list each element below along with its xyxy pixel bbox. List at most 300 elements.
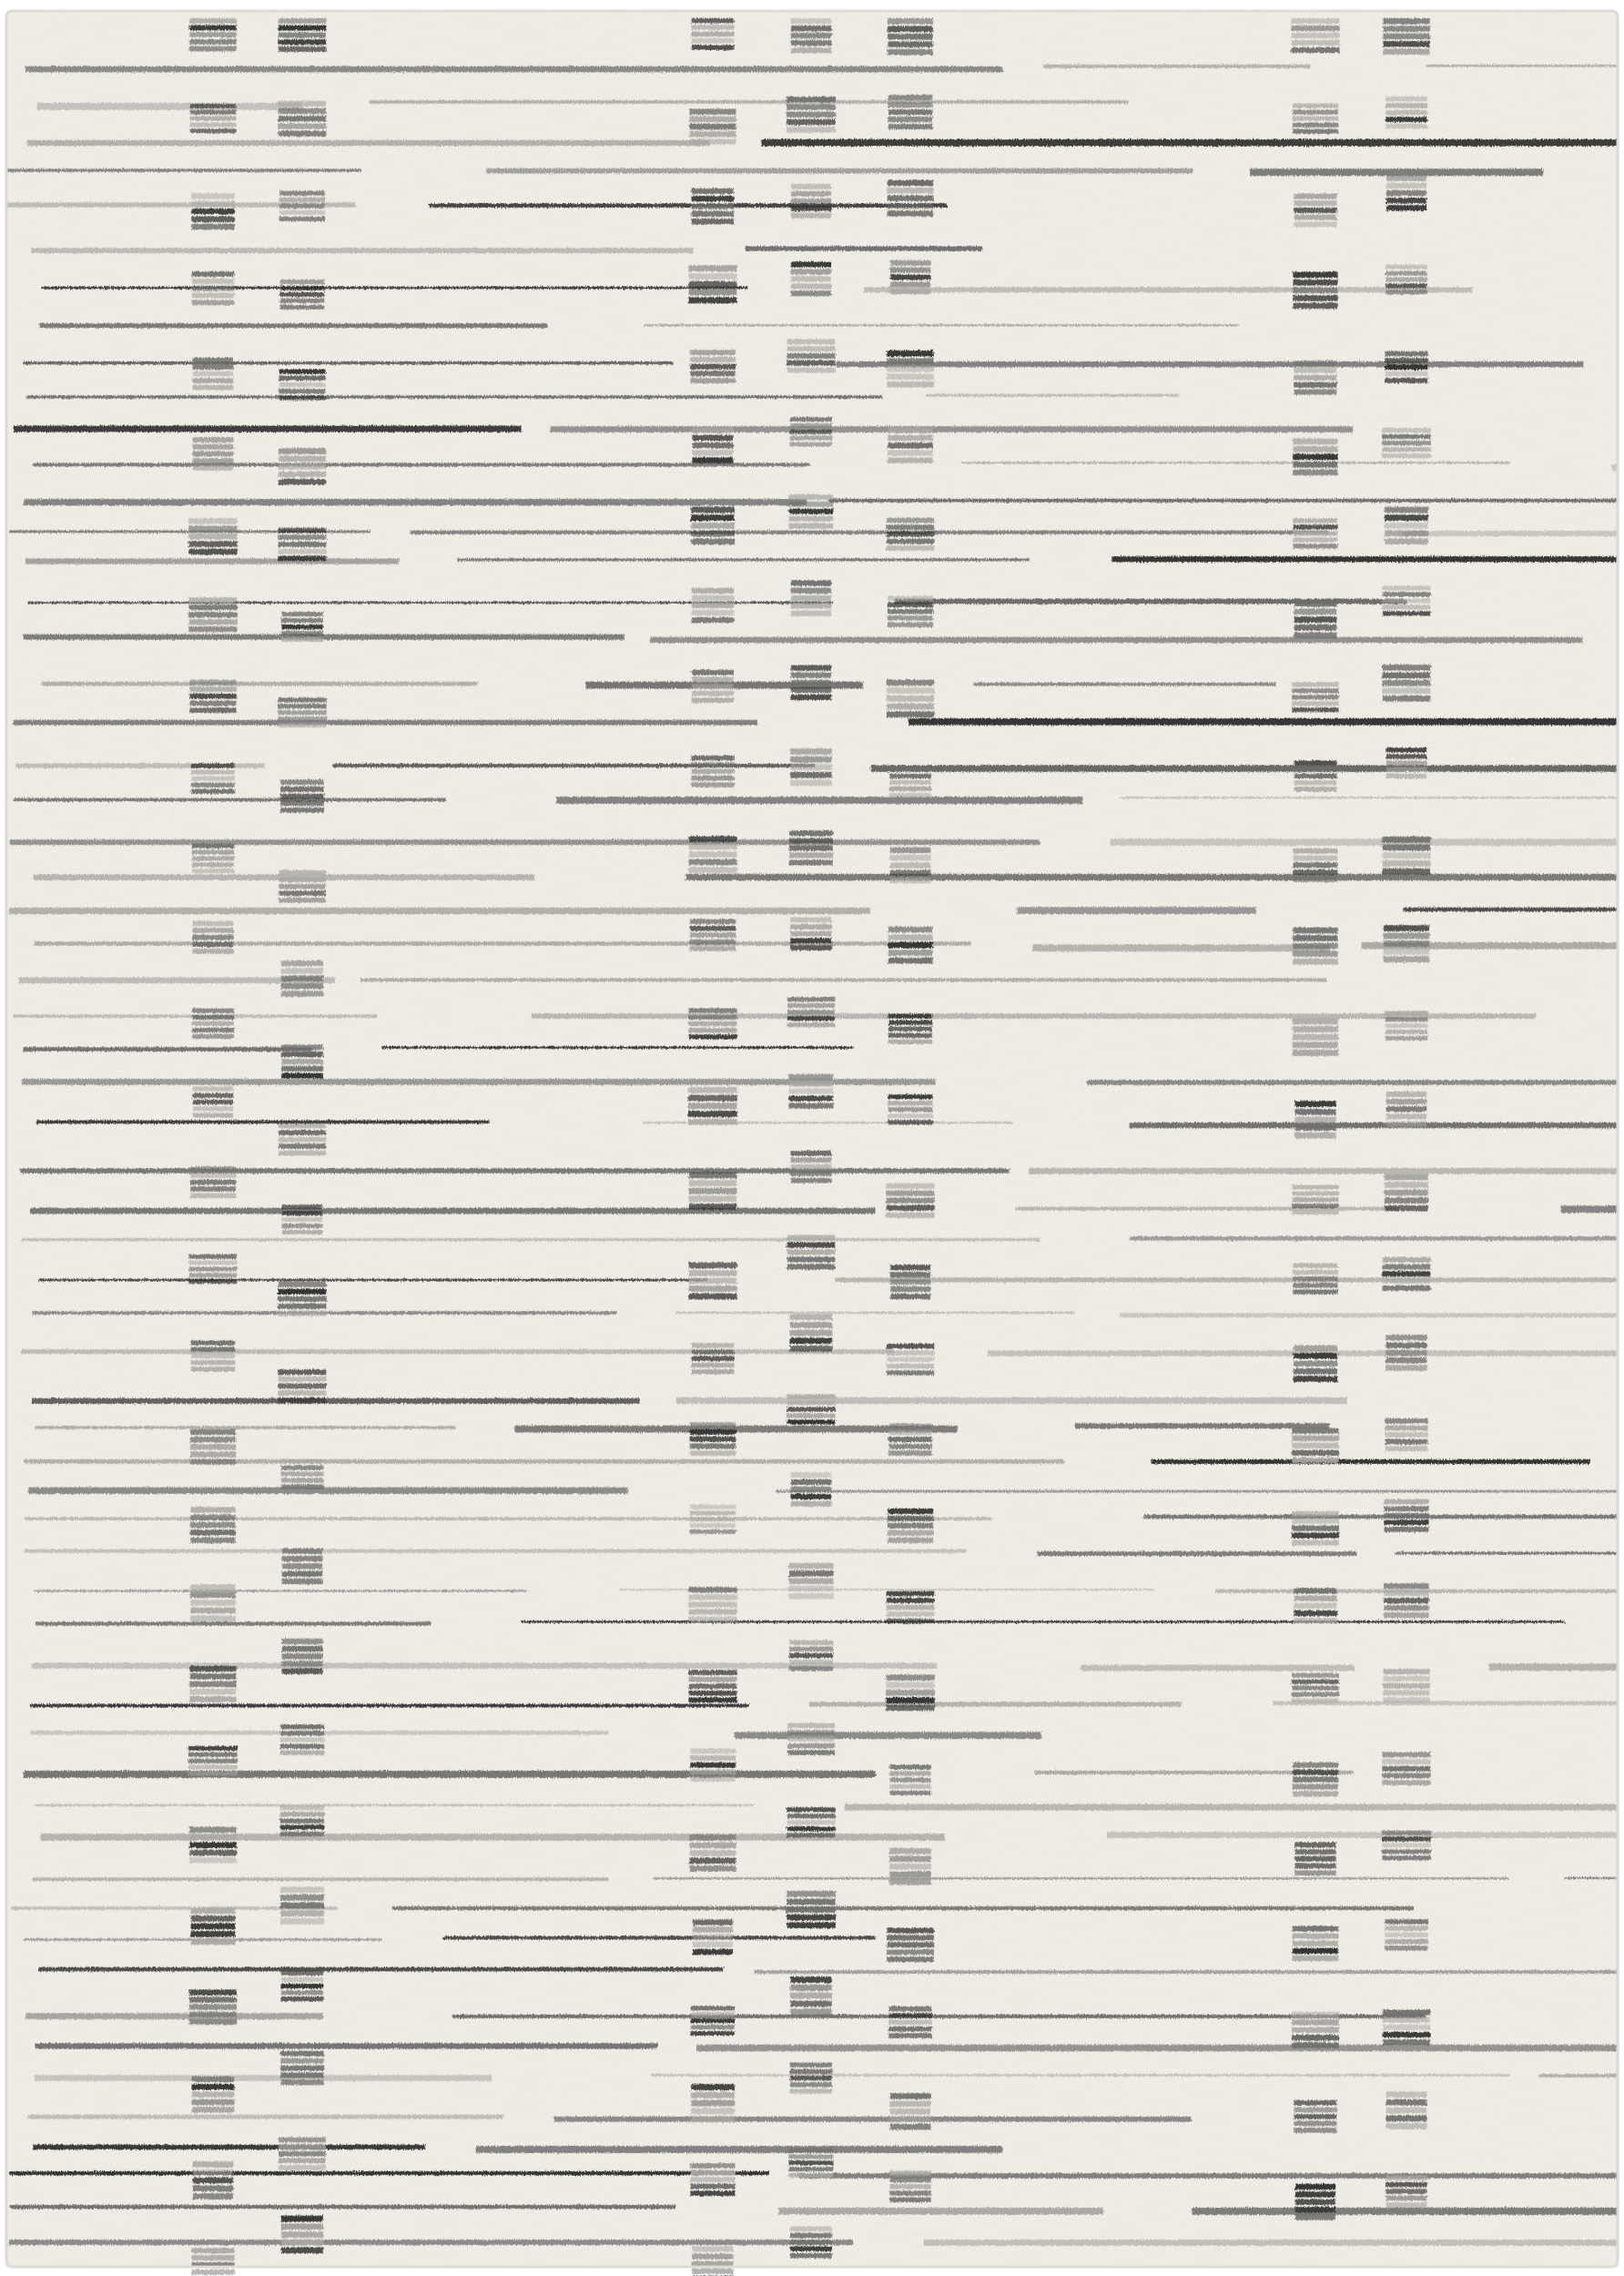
pattern-block-2 <box>191 193 234 229</box>
pattern-block-23 <box>191 1908 236 1946</box>
stripe-54 <box>9 908 870 914</box>
pattern-block-117 <box>887 518 935 551</box>
pattern-block-61 <box>691 507 735 545</box>
stripe-127 <box>25 2013 323 2019</box>
pattern-block-145 <box>1294 601 1337 639</box>
pattern-block-172 <box>1383 585 1431 615</box>
pattern-block-14 <box>190 1166 236 1198</box>
pattern-block-39 <box>281 960 323 997</box>
stripe-32 <box>25 559 400 564</box>
pattern-block-8 <box>189 680 236 714</box>
pattern-block-119 <box>887 680 934 718</box>
pattern-block-40 <box>281 1045 323 1079</box>
pattern-block-31 <box>280 279 325 310</box>
pattern-block-157 <box>1294 1588 1336 1623</box>
stripe-99 <box>35 1590 527 1591</box>
stripe-93 <box>776 1490 1618 1493</box>
pattern-block-140 <box>1294 194 1336 228</box>
pattern-block-146 <box>1292 682 1339 712</box>
stripe-19 <box>837 361 1584 367</box>
stripe-46 <box>871 765 1618 771</box>
stripe-4 <box>370 100 1130 104</box>
pattern-block-142 <box>1294 361 1337 395</box>
stripe-92 <box>28 1488 628 1494</box>
stripe-28 <box>828 499 1618 503</box>
pattern-block-67 <box>688 1009 736 1040</box>
stripe-53 <box>685 874 1618 880</box>
pattern-block-101 <box>791 1472 832 1507</box>
pattern-block-102 <box>789 1563 834 1600</box>
pattern-block-185 <box>1383 1669 1429 1702</box>
stripe-122 <box>392 1906 1414 1910</box>
pattern-block-156 <box>1292 1511 1339 1546</box>
stripe-77 <box>1130 1236 1618 1241</box>
pattern-block-81 <box>690 2163 735 2196</box>
pattern-block-126 <box>890 1265 931 1299</box>
stripe-0 <box>25 66 1002 73</box>
pattern-block-87 <box>787 339 835 372</box>
stripe-118 <box>33 1877 609 1881</box>
pattern-block-139 <box>1293 104 1338 134</box>
pattern-block-106 <box>787 1891 836 1928</box>
pattern-block-179 <box>1385 1174 1428 1212</box>
pattern-block-66 <box>690 920 736 951</box>
pattern-block-24 <box>189 1989 237 2024</box>
pattern-block-164 <box>1295 2184 1335 2220</box>
stripe-134 <box>28 2115 503 2119</box>
pattern-block-147 <box>1294 760 1337 791</box>
stripe-129 <box>36 2043 658 2048</box>
pattern-block-43 <box>278 1282 326 1316</box>
pattern-block-175 <box>1383 837 1431 875</box>
pattern-block-51 <box>281 1971 323 2001</box>
stripe-63 <box>532 1013 1536 1019</box>
pattern-block-176 <box>1384 925 1430 962</box>
pattern-block-178 <box>1386 1092 1426 1127</box>
pattern-block-186 <box>1382 1753 1430 1786</box>
pattern-block-34 <box>279 528 327 562</box>
pattern-block-116 <box>888 428 933 463</box>
pattern-block-136 <box>890 2093 931 2129</box>
stripe-15 <box>864 287 1473 292</box>
pattern-block-50 <box>280 1886 324 1924</box>
stripe-55 <box>1017 907 1256 914</box>
pattern-block-30 <box>279 191 325 221</box>
pattern-block-33 <box>279 448 326 484</box>
pattern-block-18 <box>190 1507 236 1543</box>
pattern-block-144 <box>1293 518 1337 548</box>
stripe-68 <box>36 1121 490 1124</box>
pattern-block-60 <box>693 428 734 463</box>
pattern-block-46 <box>282 1549 322 1585</box>
stripe-13 <box>746 247 982 251</box>
pattern-block-133 <box>889 1848 931 1885</box>
pattern-block-35 <box>281 612 323 642</box>
pattern-block-183 <box>1384 1499 1428 1532</box>
stripe-114 <box>35 1804 755 1806</box>
pattern-block-111 <box>888 18 933 55</box>
stripe-73 <box>30 1208 875 1214</box>
stripe-74 <box>1016 1207 1399 1211</box>
stripe-142 <box>1193 2208 1618 2215</box>
pattern-block-154 <box>1294 1346 1337 1382</box>
pattern-block-135 <box>888 2007 932 2038</box>
stripe-119 <box>654 1877 1508 1879</box>
stripe-39 <box>42 682 478 686</box>
pattern-block-1 <box>190 104 237 133</box>
stripe-20 <box>26 395 883 398</box>
stripe-24 <box>33 463 810 467</box>
pattern-block-151 <box>1294 1101 1335 1138</box>
stripe-90 <box>24 1459 1064 1464</box>
pattern-block-184 <box>1384 1583 1429 1618</box>
pattern-block-103 <box>789 1641 833 1671</box>
pattern-block-79 <box>691 2006 735 2036</box>
pattern-block-105 <box>787 1807 836 1837</box>
pattern-block-131 <box>886 1674 935 1711</box>
pattern-block-47 <box>282 1639 323 1674</box>
pattern-block-38 <box>279 870 326 903</box>
pattern-block-65 <box>689 836 737 872</box>
pattern-block-15 <box>189 1255 238 1284</box>
pattern-block-141 <box>1294 272 1338 310</box>
pattern-block-62 <box>692 588 735 623</box>
pattern-block-166 <box>1385 97 1427 129</box>
stripe-120 <box>1565 1877 1618 1879</box>
stripe-98 <box>1395 1552 1618 1555</box>
pattern-block-36 <box>278 697 327 727</box>
stripe-130 <box>696 2045 1618 2051</box>
pattern-block-95 <box>787 997 835 1027</box>
pattern-block-187 <box>1382 1831 1431 1861</box>
pattern-block-189 <box>1383 2010 1430 2046</box>
pattern-block-90 <box>791 580 831 616</box>
pattern-block-25 <box>192 2077 234 2113</box>
pattern-block-143 <box>1293 439 1337 476</box>
pattern-block-96 <box>789 1074 834 1109</box>
pattern-block-149 <box>1293 928 1337 965</box>
stripe-58 <box>1032 944 1329 951</box>
pattern-block-191 <box>1385 2176 1426 2208</box>
pattern-block-190 <box>1386 2091 1427 2129</box>
stripe-25 <box>961 462 1510 463</box>
stripe-37 <box>24 635 624 640</box>
stripe-132 <box>651 2074 1510 2077</box>
stripe-125 <box>38 1967 723 1972</box>
stripe-138 <box>10 2171 769 2175</box>
stripe-30 <box>410 531 1329 534</box>
pattern-block-82 <box>692 2246 734 2276</box>
pattern-block-26 <box>193 2161 233 2200</box>
stripe-34 <box>1111 556 1618 562</box>
pattern-block-98 <box>787 1235 836 1270</box>
pattern-block-19 <box>190 1584 236 1621</box>
stripe-102 <box>36 1621 431 1625</box>
stripe-96 <box>24 1550 966 1553</box>
stripe-140 <box>11 2205 676 2209</box>
pattern-block-100 <box>787 1395 835 1425</box>
pattern-block-123 <box>888 1014 932 1044</box>
stripe-33 <box>458 558 1030 561</box>
stripe-94 <box>25 1517 992 1520</box>
stripe-105 <box>1081 1665 1355 1671</box>
stripe-71 <box>20 1168 1009 1173</box>
pattern-block-69 <box>689 1173 736 1210</box>
stripe-56 <box>1403 908 1618 912</box>
stripe-87 <box>36 1426 455 1428</box>
pattern-block-44 <box>279 1369 327 1402</box>
stripe-22 <box>14 426 522 432</box>
pattern-block-83 <box>791 18 832 53</box>
stripe-16 <box>39 323 547 328</box>
pattern-block-10 <box>192 844 234 873</box>
stripe-14 <box>41 287 747 290</box>
stripe-47 <box>13 798 446 802</box>
pattern-block-89 <box>789 494 834 529</box>
stripe-126 <box>754 1970 1618 1974</box>
pattern-block-7 <box>188 597 237 632</box>
stripe-78 <box>38 1279 707 1282</box>
stripe-43 <box>908 718 1618 726</box>
stripe-117 <box>1107 1832 1618 1838</box>
stripe-115 <box>844 1804 1618 1811</box>
pattern-block-13 <box>193 1087 234 1118</box>
stripe-8 <box>486 168 1193 174</box>
pattern-block-132 <box>889 1764 930 1795</box>
pattern-block-16 <box>191 1340 236 1371</box>
stripe-42 <box>14 720 757 726</box>
pattern-block-115 <box>887 351 934 388</box>
pattern-block-99 <box>790 1314 833 1351</box>
pattern-block-63 <box>692 670 734 703</box>
stripe-21 <box>926 394 1180 397</box>
stripe-38 <box>650 637 1583 643</box>
pattern-block-4 <box>193 358 234 391</box>
pattern-block-52 <box>280 2051 323 2086</box>
pattern-block-28 <box>279 18 327 52</box>
pattern-block-74 <box>688 1587 736 1622</box>
stripe-6 <box>762 139 1619 147</box>
pattern-block-72 <box>690 1422 736 1456</box>
stripe-65 <box>381 1046 854 1049</box>
stripe-86 <box>676 1397 1347 1404</box>
pattern-block-91 <box>791 666 831 700</box>
pattern-block-3 <box>192 271 234 305</box>
stripe-137 <box>476 2146 1003 2153</box>
stripe-79 <box>835 1277 1618 1282</box>
stripe-103 <box>521 1621 1564 1623</box>
stripe-107 <box>30 1704 749 1708</box>
stripe-2 <box>1426 65 1618 67</box>
pattern-block-75 <box>689 1670 737 1702</box>
pattern-block-29 <box>279 101 327 137</box>
pattern-block-55 <box>692 18 735 50</box>
pattern-block-110 <box>790 2227 832 2259</box>
pattern-block-108 <box>790 2063 832 2094</box>
pattern-block-182 <box>1385 1418 1428 1451</box>
stripe-27 <box>24 499 807 505</box>
stripe-70 <box>1130 1123 1618 1128</box>
stripe-131 <box>35 2075 492 2081</box>
pattern-block-59 <box>690 350 736 383</box>
stripe-128 <box>452 2015 1426 2018</box>
pattern-block-12 <box>192 1009 234 1039</box>
pattern-block-163 <box>1294 2100 1337 2133</box>
pattern-block-129 <box>888 1509 933 1543</box>
pattern-block-169 <box>1385 351 1428 383</box>
pattern-block-161 <box>1293 1926 1339 1962</box>
pattern-block-118 <box>888 596 933 627</box>
pattern-block-78 <box>693 1919 733 1955</box>
pattern-block-37 <box>280 779 324 812</box>
stripe-95 <box>1144 1515 1618 1519</box>
pattern-block-165 <box>1383 18 1429 55</box>
pattern-block-41 <box>279 1123 326 1155</box>
pattern-block-130 <box>887 1591 935 1624</box>
stripe-67 <box>1087 1080 1618 1084</box>
stripe-17 <box>645 324 1239 326</box>
pattern-block-177 <box>1385 1011 1428 1041</box>
pattern-block-92 <box>790 748 832 786</box>
pattern-block-48 <box>280 1724 324 1755</box>
pattern-block-150 <box>1293 1019 1338 1056</box>
stripe-133 <box>1538 2074 1618 2078</box>
pattern-block-160 <box>1294 1843 1335 1876</box>
pattern-block-174 <box>1386 747 1427 778</box>
stripe-136 <box>33 2145 425 2149</box>
stripe-111 <box>735 1732 1041 1739</box>
pattern-block-155 <box>1292 1428 1339 1464</box>
pattern-block-153 <box>1293 1264 1337 1295</box>
stripe-82 <box>1120 1313 1618 1317</box>
pattern-block-58 <box>688 265 736 303</box>
pattern-block-134 <box>887 1928 934 1963</box>
pattern-block-114 <box>890 260 930 294</box>
stripe-18 <box>23 361 674 364</box>
stripe-75 <box>1561 1205 1618 1213</box>
pattern-block-121 <box>890 848 931 884</box>
pattern-block-57 <box>692 188 735 225</box>
stripe-91 <box>1152 1459 1590 1464</box>
pattern-block-138 <box>1291 18 1339 53</box>
pattern-block-84 <box>787 97 836 133</box>
pattern-block-9 <box>191 764 235 794</box>
stripe-108 <box>809 1702 1182 1706</box>
pattern-block-148 <box>1294 848 1338 882</box>
pattern-block-45 <box>281 1459 324 1489</box>
stripe-72 <box>1029 1168 1618 1174</box>
pattern-block-107 <box>790 1976 832 2015</box>
stripe-12 <box>31 248 693 253</box>
pattern-block-181 <box>1385 1335 1426 1371</box>
pattern-block-49 <box>280 1805 325 1836</box>
pattern-block-104 <box>787 1723 835 1755</box>
pattern-block-20 <box>189 1666 236 1702</box>
pattern-block-53 <box>279 2138 326 2170</box>
pattern-block-93 <box>789 830 833 865</box>
pattern-block-32 <box>279 370 326 401</box>
pattern-block-94 <box>790 918 832 950</box>
pattern-block-70 <box>689 1263 737 1300</box>
stripe-144 <box>924 2240 1618 2246</box>
pattern-block-162 <box>1292 2012 1339 2048</box>
stripe-51 <box>1111 838 1618 846</box>
stripe-9 <box>1250 168 1543 176</box>
pattern-block-5 <box>193 437 234 471</box>
pattern-block-22 <box>189 1827 237 1864</box>
pattern-block-73 <box>690 1505 736 1534</box>
stripe-61 <box>360 978 1326 981</box>
pattern-block-76 <box>690 1749 736 1783</box>
pattern-block-68 <box>688 1087 737 1125</box>
stripe-143 <box>9 2240 853 2245</box>
pattern-block-159 <box>1293 1763 1338 1797</box>
pattern-block-124 <box>888 1094 932 1124</box>
stripe-64 <box>23 1047 311 1052</box>
pattern-block-85 <box>791 184 831 218</box>
stripe-45 <box>333 764 815 767</box>
pattern-block-17 <box>190 1429 236 1465</box>
pattern-block-113 <box>888 180 934 217</box>
stripe-41 <box>973 683 1276 686</box>
stripe-3 <box>37 103 302 110</box>
pattern-block-125 <box>886 1184 934 1218</box>
pattern-block-56 <box>689 109 736 145</box>
stripe-50 <box>10 839 1040 845</box>
pattern-block-170 <box>1382 428 1431 458</box>
pattern-block-152 <box>1292 1185 1338 1214</box>
stripe-85 <box>32 1398 640 1404</box>
stripe-11 <box>429 204 947 208</box>
pattern-block-71 <box>692 1343 735 1374</box>
stripe-48 <box>556 797 1082 804</box>
pattern-block-171 <box>1385 507 1428 544</box>
pattern-block-97 <box>791 1151 832 1183</box>
pattern-block-188 <box>1385 1919 1428 1950</box>
stripe-76 <box>22 1238 1040 1241</box>
stripe-1 <box>1043 65 1311 68</box>
pattern-block-64 <box>691 756 734 787</box>
stripe-23 <box>550 426 1353 432</box>
pattern-block-80 <box>691 2084 735 2122</box>
pattern-block-128 <box>888 1424 931 1456</box>
pattern-block-120 <box>889 767 931 798</box>
stripe-31 <box>1403 531 1618 536</box>
stripe-106 <box>1489 1663 1618 1671</box>
stripe-49 <box>1120 797 1618 798</box>
stripe-112 <box>24 1771 876 1778</box>
stripe-124 <box>443 1936 876 1940</box>
stripe-83 <box>21 1349 894 1354</box>
stripe-81 <box>675 1312 1075 1315</box>
pattern-block-167 <box>1386 176 1426 211</box>
stripe-135 <box>554 2117 1192 2122</box>
pattern-block-112 <box>888 95 933 129</box>
pattern-block-180 <box>1383 1257 1431 1291</box>
pattern-block-86 <box>791 262 831 297</box>
stripe-7 <box>7 168 361 171</box>
pattern-block-127 <box>887 1344 935 1376</box>
pattern-block-6 <box>188 518 237 554</box>
pattern-block-77 <box>690 1834 736 1871</box>
pattern-block-122 <box>888 927 933 964</box>
pattern-block-11 <box>193 921 234 954</box>
stripe-89 <box>1075 1423 1330 1428</box>
pattern-block-88 <box>790 417 832 446</box>
pattern-block-137 <box>889 2171 930 2203</box>
pattern-block-0 <box>189 18 237 51</box>
stripe-141 <box>778 2208 1103 2215</box>
